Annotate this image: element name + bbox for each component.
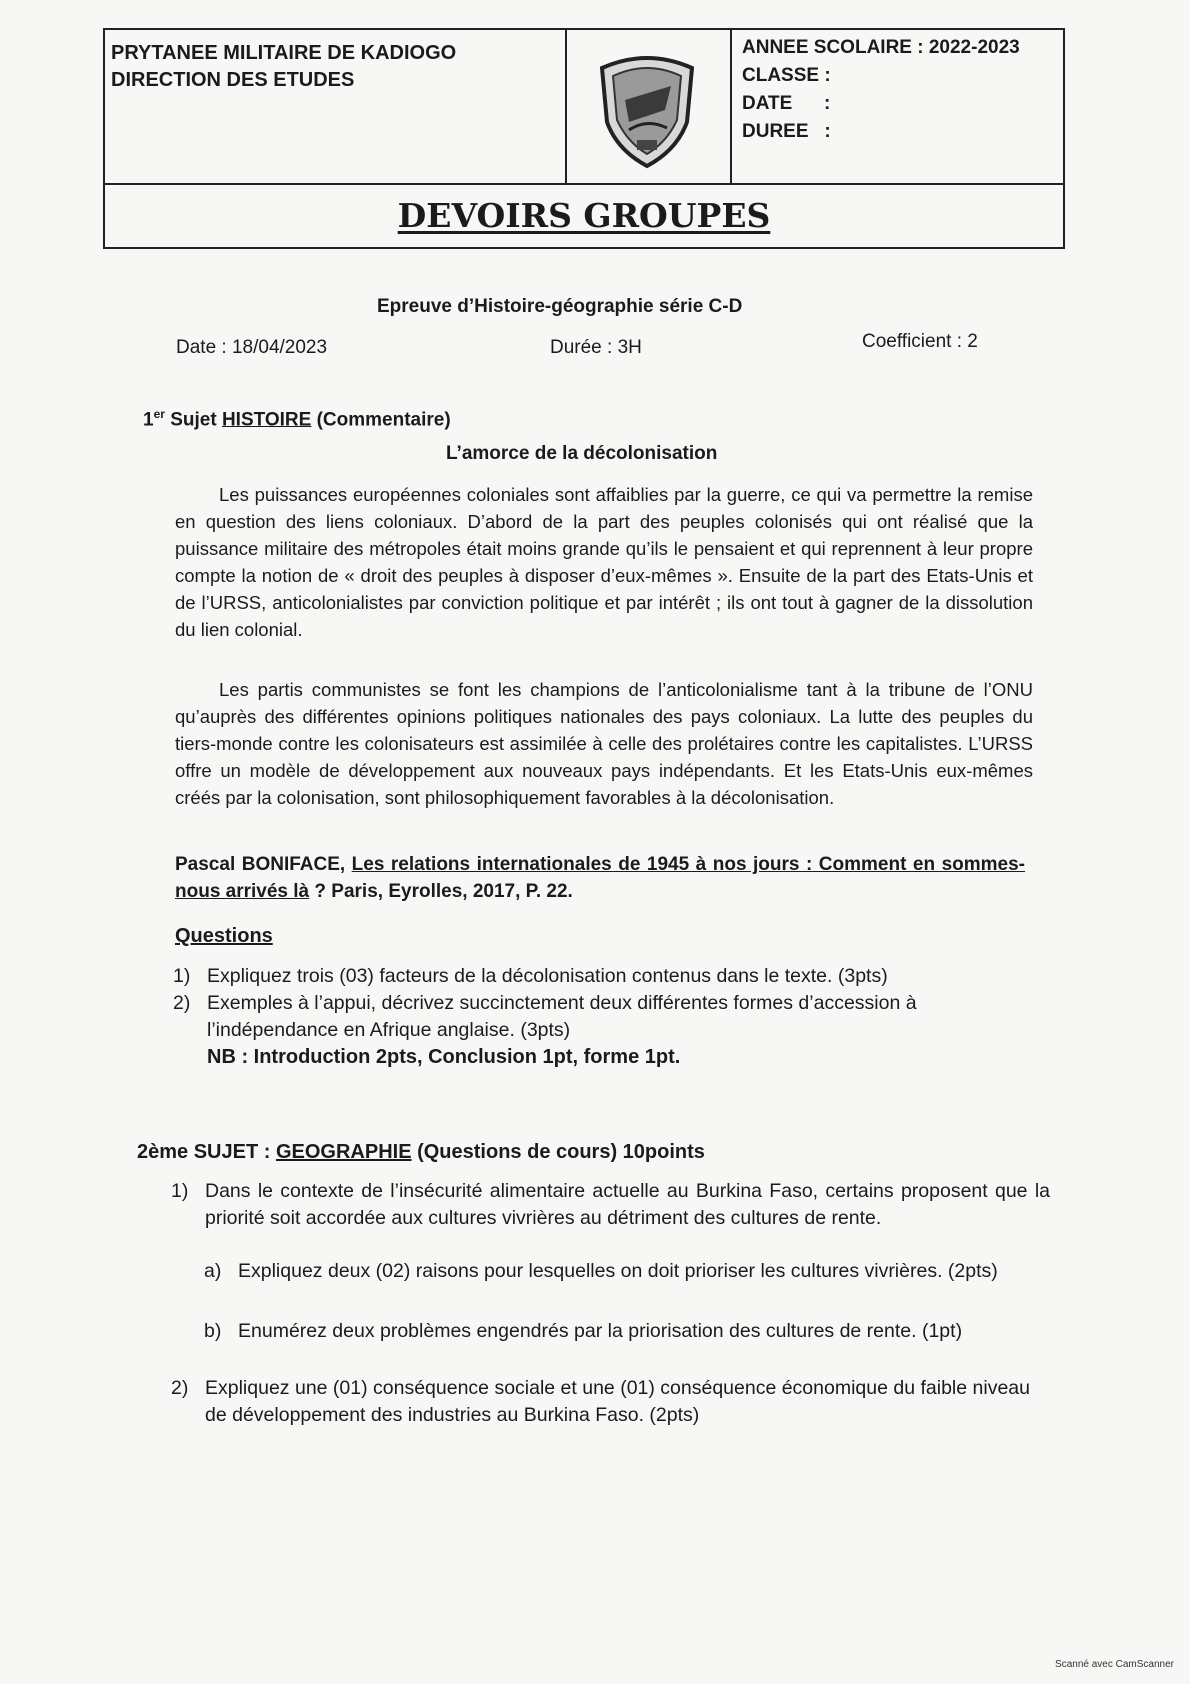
school-name: PRYTANEE MILITAIRE DE KADIOGO bbox=[111, 42, 457, 64]
geography-question-2: 2) Expliquez une (01) conséquence sociale et une (01) conséquence économique du faible niveau de développement des industries au Burkina Faso. (2pts) bbox=[171, 1377, 1030, 1426]
history-question-2: 2) Exemples à l’appui, décrivez succinctement deux différentes formes d’accession à l’indépendance en Afrique anglaise. (3pts) bbox=[173, 992, 917, 1041]
geography-question-1b: b) Enumérez deux problèmes engendrés par la priorisation des cultures de rente. (1pt) bbox=[204, 1320, 963, 1342]
history-heading: 1er Sujet HISTOIRE (Commentaire) bbox=[143, 407, 451, 431]
text-title: L’amorce de la décolonisation bbox=[446, 443, 718, 464]
text-source: Pascal BONIFACE, Les relations internationales de 1945 à nos jours : Comment en sommes-nous arrivés là ? Paris, Eyrolles, 2017, P. 22. bbox=[175, 854, 1025, 902]
page-title: DEVOIRS GROUPES bbox=[397, 196, 771, 235]
geography-heading: 2ème SUJET : GEOGRAPHIE (Questions de cours) 10points bbox=[137, 1141, 705, 1163]
history-paragraph-1: Les puissances européennes coloniales sont affaiblies par la guerre, ce qui va permettre la remise en question des liens coloniaux. D’abord de la part des peuples colonisés qui ont réalisé que la puissance militaire des métropoles était moins grande qu’ils le pensaient et qui reprennent à leur propre compte la notion de « droit des peuples à disposer d’eux-mêmes ». Ensuite de la part des Etats-Unis et de l’URSS, anticolonialistes par conviction politique et par intérêt ; ils ont tout à gagner de la dissolution du lien colonial. bbox=[175, 484, 1033, 640]
geography-question-1: 1) Dans le contexte de l’insécurité alimentaire actuelle au Burkina Faso, certains proposent que la priorité soit accordée aux cultures vivrières au détriment des cultures de rente. bbox=[171, 1180, 1050, 1229]
annee-label: ANNEE SCOLAIRE bbox=[742, 37, 912, 58]
school-year-info bbox=[732, 30, 1063, 183]
nb-grading: NB : Introduction 2pts, Conclusion 1pt, forme 1pt. bbox=[207, 1046, 681, 1068]
exam-duration: Durée : 3H bbox=[550, 337, 642, 358]
exam-subtitle: Epreuve d’Histoire-géographie série C-D bbox=[377, 296, 743, 317]
history-paragraph-2: Les partis communistes se font les champions de l’anticolonialisme tant à la tribune de l’ONU qu’auprès des différentes opinions politiques nationales des pays coloniaux. La lutte des peuples du tiers-monde contre les colonisateurs est assimilée à celle des prolétaires contre les capitalistes. L’URSS offre un modèle de développement aux nouveaux pays indépendants. Et les Etats-Unis eux-mêmes créés par la colonisation, sont philosophiquement favorables à la décolonisation. bbox=[175, 679, 1033, 808]
classe-label: CLASSE : bbox=[742, 65, 831, 86]
geography-question-1a: a) Expliquez deux (02) raisons pour lesquelles on doit prioriser les cultures vivrières. (2pts) bbox=[204, 1260, 998, 1282]
duree-label: DUREE : bbox=[742, 121, 831, 142]
school-info bbox=[105, 30, 567, 183]
header-box bbox=[103, 28, 1065, 249]
exam-date: Date : 18/04/2023 bbox=[176, 337, 328, 358]
questions-label: Questions bbox=[175, 925, 273, 947]
school-department: DIRECTION DES ETUDES bbox=[111, 69, 355, 91]
exam-coefficient: Coefficient : 2 bbox=[862, 331, 978, 352]
crest-icon bbox=[567, 30, 730, 183]
annee-value: : 2022-2023 bbox=[917, 37, 1020, 58]
date-label: DATE : bbox=[742, 93, 831, 114]
history-question-1: 1) Expliquez trois (03) facteurs de la décolonisation contenus dans le texte. (3pts) bbox=[173, 965, 888, 987]
school-crest bbox=[567, 30, 732, 183]
header-row bbox=[105, 30, 1063, 185]
scanner-watermark: Scanné avec CamScanner bbox=[1055, 1659, 1174, 1670]
